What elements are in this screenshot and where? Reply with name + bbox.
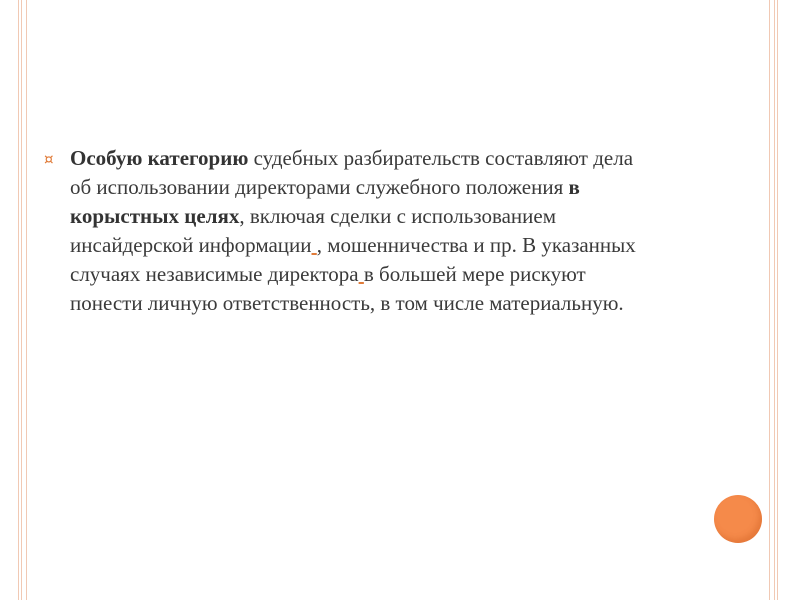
right-frame-border xyxy=(774,0,778,600)
text-segment-1: судебных разбирательств составляют дела об использовании директорами служебного положения xyxy=(70,146,634,199)
left-frame-line xyxy=(26,0,27,600)
bullet-item xyxy=(44,144,644,318)
decorative-circle xyxy=(714,495,762,543)
text-segment-4: в большей мере рискуют понести личную ответственность, в том числе материальную. xyxy=(70,262,624,315)
text-segment-2: , включая сделки с использованием инсайдерской информации xyxy=(70,204,556,257)
right-frame-line xyxy=(769,0,770,600)
text-segment-3: , мошенничества и пр. В указанных случаях независимые директора xyxy=(70,233,636,286)
slide-content xyxy=(44,144,644,318)
bold-phrase-2: в корыстных целях xyxy=(70,175,580,228)
bullet-paragraph xyxy=(70,144,644,318)
bullet-icon: ¤ xyxy=(44,150,54,168)
left-frame-border xyxy=(18,0,22,600)
bold-phrase-1: Особую категорию xyxy=(70,146,249,170)
